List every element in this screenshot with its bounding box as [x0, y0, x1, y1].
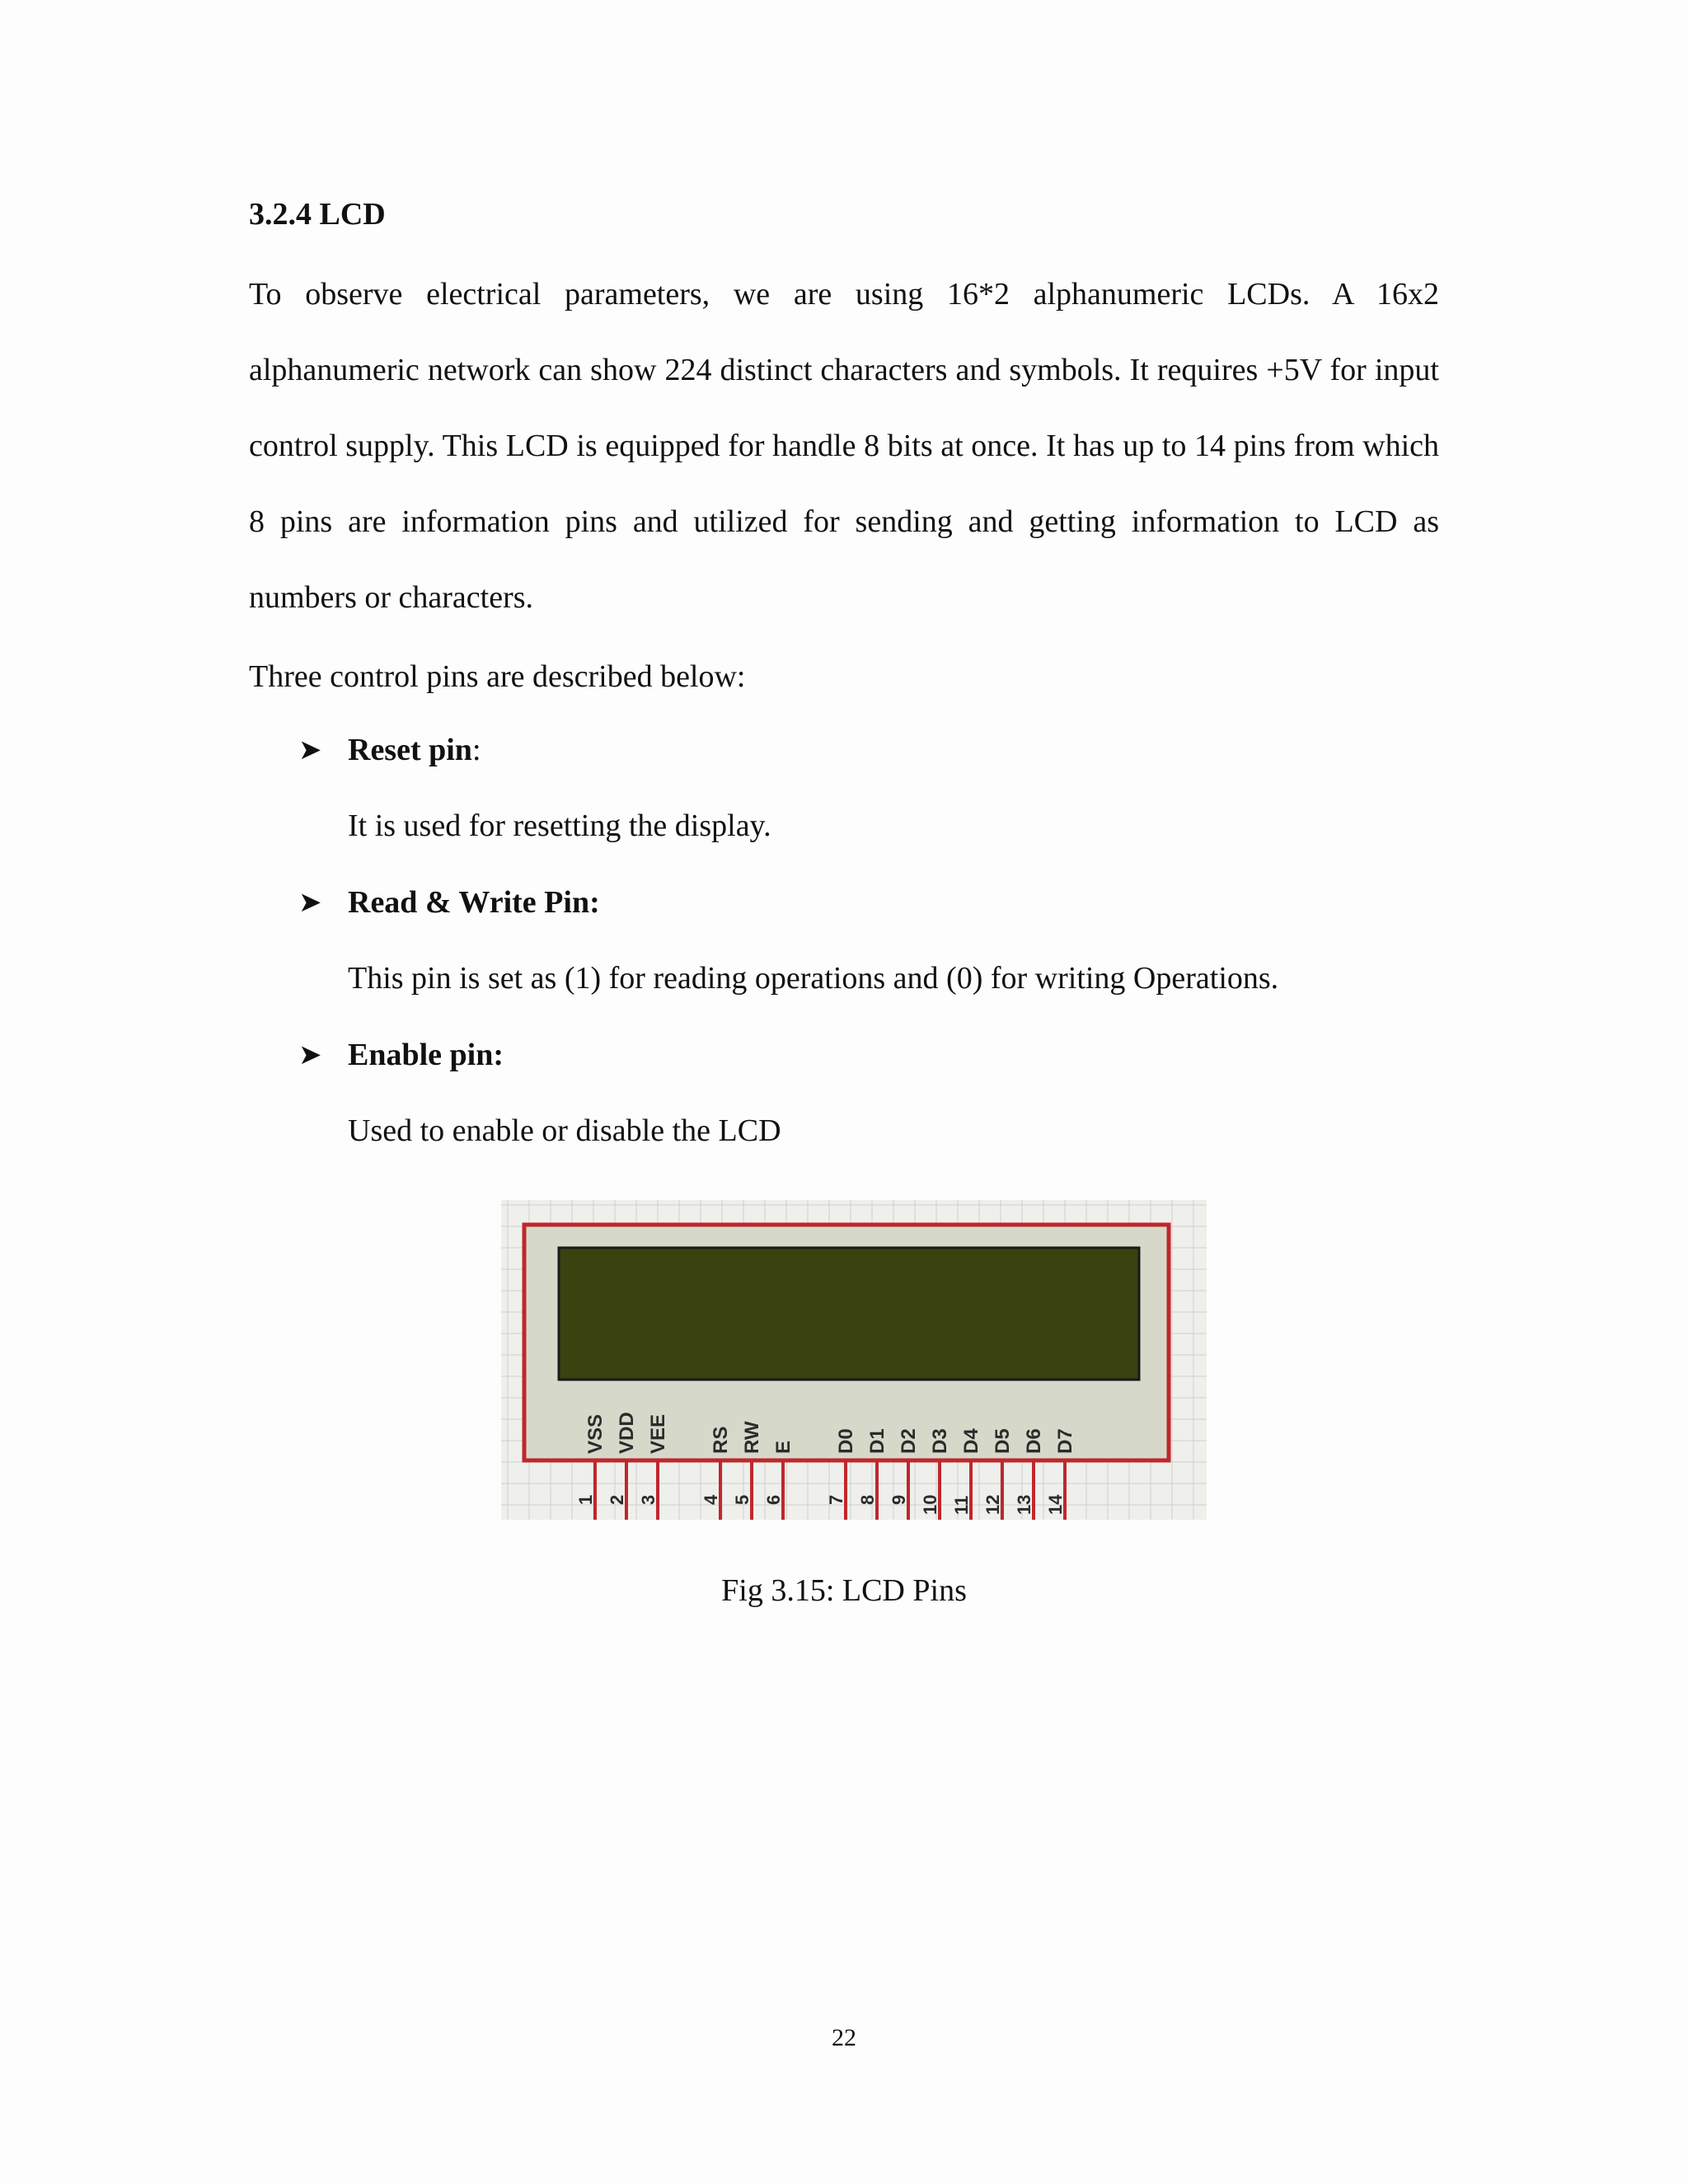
section-heading: 3.2.4 LCD: [249, 197, 386, 232]
pin-number: 1: [575, 1494, 596, 1505]
pin-label: VDD: [616, 1412, 638, 1454]
pin-label: VEE: [647, 1413, 669, 1454]
bullet-description: This pin is set as (1) for reading operations and (0) for writing Operations.: [348, 961, 1279, 996]
pin-label: D6: [1023, 1428, 1045, 1454]
arrow-bullet-icon: ➤: [298, 1040, 322, 1071]
pin-number: 8: [857, 1494, 878, 1505]
pin-label: D0: [835, 1428, 857, 1454]
arrow-bullet-icon: ➤: [298, 735, 322, 766]
pin-number: 3: [638, 1494, 659, 1505]
figure-caption: Fig 3.15: LCD Pins: [721, 1573, 967, 1608]
pin-label: D7: [1054, 1428, 1076, 1454]
pin-number: 2: [607, 1494, 627, 1505]
bullet-description: It is used for resetting the display.: [348, 808, 771, 843]
body-paragraph: To observe electrical parameters, we are using 16*2 alphanumeric LCDs. A 16x2 alphanumeric network can show 224 distinct characters and symbols. It requires +5V for input control supply. This LCD is equipped for handle 8 bits at once. It has up to 14 pins from which 8 pins are information pins and utilized for sending and getting information to LCD as numbers or characters.: [249, 277, 1439, 615]
bullet-read-write-pin: [298, 878, 600, 927]
pin-number: 4: [701, 1494, 721, 1505]
pin-number: 12: [982, 1494, 1003, 1515]
pin-label: D1: [866, 1428, 889, 1454]
pin-number: 6: [763, 1494, 784, 1505]
bullet-title: Read & Write Pin:: [348, 885, 600, 920]
intro-line: Three control pins are described below:: [249, 659, 746, 694]
bullet-title: Enable pin:: [348, 1038, 504, 1072]
page-number: 22: [832, 2024, 856, 2051]
bullet-reset-pin: [298, 725, 481, 775]
pin-number: 5: [732, 1494, 753, 1505]
pin-number: 13: [1014, 1494, 1034, 1515]
pin-number: 9: [889, 1494, 909, 1505]
arrow-bullet-icon: ➤: [298, 888, 322, 918]
pin-number: 14: [1045, 1494, 1066, 1515]
bullet-title: Reset pin: [348, 733, 472, 767]
pin-number: 11: [951, 1495, 972, 1515]
bullet-enable-pin: [298, 1030, 504, 1080]
pin-number: 10: [920, 1494, 940, 1515]
pin-number: 7: [826, 1494, 846, 1505]
pin-label: D5: [992, 1428, 1014, 1454]
pin-label: RS: [710, 1426, 732, 1454]
pin-label: D4: [960, 1428, 982, 1454]
lcd-screen: [559, 1248, 1139, 1380]
bullet-description: Used to enable or disable the LCD: [348, 1113, 781, 1148]
pin-label: E: [772, 1440, 795, 1454]
pin-label: VSS: [584, 1413, 607, 1454]
pin-label: RW: [741, 1421, 763, 1454]
lcd-pin-figure: [501, 1200, 1207, 1520]
pin-label: D3: [929, 1428, 951, 1454]
bullet-colon: :: [471, 733, 481, 767]
pin-label: D2: [898, 1428, 920, 1454]
